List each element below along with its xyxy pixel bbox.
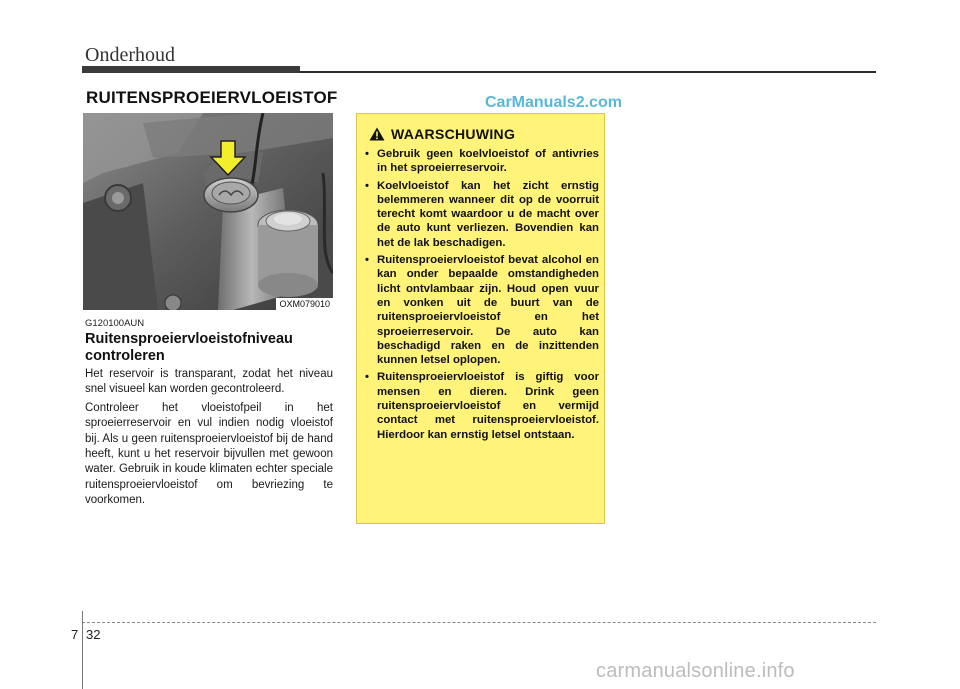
warning-item-text: Gebruik geen koelvloeistof of antivries in het sproeierreservoir. [377,148,599,175]
warning-item-text: Ruitensproeiervloeistof bevat alcohol en kan onder bepaalde omstandigheden licht ontvlambaar zijn. Houd open vuur en vonken uit de buurt van de ruitensproeiervloeistof en het sproeierreservoir. De auto kan beschadigd raken en de inzittenden kunnen letsel oplopen. [377,254,599,367]
watermark-top[interactable]: CarManuals2.com [485,94,622,111]
warning-item [365,253,599,367]
section-title: RUITENSPROEIERVLOEISTOF [86,88,338,107]
watermark-bottom[interactable]: carmanualsonline.info [596,660,795,682]
bullet: • [365,371,369,384]
warning-box [356,113,605,524]
chapter-number: 7 [71,627,79,642]
body-text [85,367,333,512]
warning-item-text: Koelvloeistof kan het zicht ernstig belemmeren wanneer dit op de voorruit terecht komt waardoor u de macht over de auto kunt verliezen. Bovendien kan het de lak beschadigen. [377,179,599,249]
bullet: • [365,254,369,267]
engine-bay-photo [83,113,333,310]
bullet: • [365,148,369,160]
section-code: G120100AUN [85,318,145,329]
warning-item [365,147,599,176]
footer-divider [82,622,876,623]
warning-title: WAARSCHUWING [391,126,516,142]
photo-code: OXM079010 [276,298,333,310]
body-paragraph: Het reservoir is transparant, zodat het niveau snel visueel kan worden gecontroleerd. [85,368,333,396]
body-paragraph: Controleer het vloeistofpeil in het sproeierreservoir en vul indien nodig vloeistof bij. Als u geen ruitensproeiervloeistof bij de hand heeft, kunt u het reservoir bijvullen met gewoon water. Gebruik in koude klimaten echter speciale ruitensproeiervloeistof om bevriezing te voorkomen. [85,401,333,507]
subheading: Ruitensproeiervloeistofniveau controleren [85,331,293,364]
warning-header [369,126,515,142]
bullet: • [365,179,369,192]
header-rule [300,71,876,73]
page-number: 32 [86,627,101,642]
header-bar [82,66,300,73]
engine-bay-illustration [83,113,333,310]
warning-triangle-icon [369,127,385,141]
warning-item [365,179,599,250]
warning-item [365,370,599,441]
warning-list [365,147,599,445]
header-title: Onderhoud [85,44,175,66]
warning-item-text: Ruitensproeiervloeistof is giftig voor mensen en dieren. Drink geen ruitensproeiervloeistof en vermijd contact met ruitensproeiervloeistof. Hierdoor kan ernstig letsel ontstaan. [377,371,599,441]
